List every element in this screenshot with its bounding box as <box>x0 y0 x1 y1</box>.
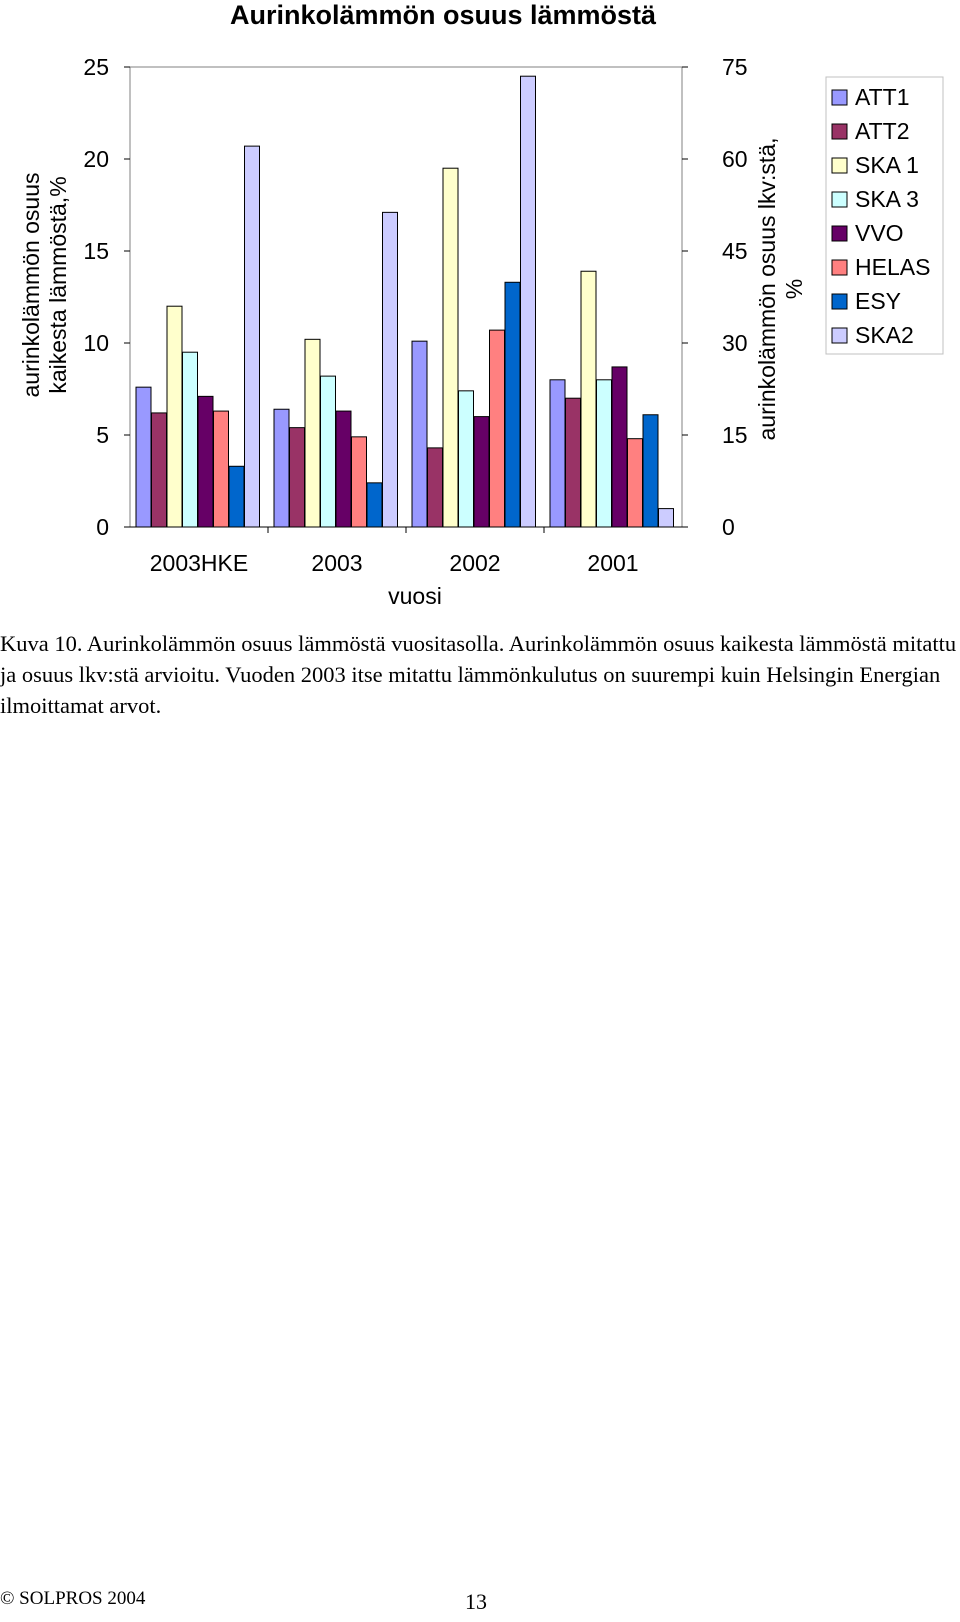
legend <box>826 77 943 354</box>
bar <box>597 380 612 527</box>
legend-swatch <box>832 90 847 105</box>
y-tick-label-left: 15 <box>83 238 109 264</box>
y-axis-right-label-line-1: aurinkolämmön osuus lkv:stä, <box>754 137 780 441</box>
bar <box>659 509 674 527</box>
x-tick-label: 2001 <box>587 550 639 576</box>
legend-label: SKA2 <box>855 322 914 348</box>
y-axis-left-label-line-1: aurinkolämmön osuus <box>18 172 44 398</box>
chart-title: Aurinkolämmön osuus lämmöstä <box>229 0 657 30</box>
y-tick-label-left: 25 <box>83 54 109 80</box>
bar <box>367 483 382 527</box>
legend-label: SKA 3 <box>855 186 919 212</box>
bar <box>214 411 229 527</box>
bar <box>305 339 320 527</box>
bar <box>321 376 336 527</box>
y-axis-left-label <box>18 172 71 397</box>
legend-label: HELAS <box>855 254 931 280</box>
y-axis-right-label <box>754 138 807 441</box>
legend-swatch <box>832 294 847 309</box>
y-tick-label-right: 30 <box>722 330 748 356</box>
bar <box>459 391 474 527</box>
bar <box>274 409 289 527</box>
bar <box>521 76 536 527</box>
plot-area <box>83 54 747 576</box>
y-tick-label-left: 20 <box>83 146 109 172</box>
y-tick-label-left: 5 <box>96 422 109 448</box>
y-tick-label-right: 75 <box>722 54 748 80</box>
bar <box>412 341 427 527</box>
bar <box>290 428 305 527</box>
bar <box>566 398 581 527</box>
footer-copyright: © SOLPROS 2004 <box>0 1588 146 1609</box>
legend-swatch <box>832 260 847 275</box>
bar <box>352 437 367 527</box>
y-axis-right-label-line-2: % <box>781 278 807 300</box>
legend-label: ATT1 <box>855 84 910 110</box>
x-tick-label: 2002 <box>449 550 501 576</box>
bar <box>581 271 596 527</box>
bar <box>474 417 489 527</box>
y-tick-label-left: 0 <box>96 514 109 540</box>
bar <box>612 367 627 527</box>
bar <box>245 146 260 527</box>
bar <box>428 448 443 527</box>
bar-chart <box>0 0 960 620</box>
legend-label: ATT2 <box>855 118 910 144</box>
bar <box>336 411 351 527</box>
bar <box>643 415 658 527</box>
x-axis-label: vuosi <box>388 583 442 609</box>
y-tick-label-right: 15 <box>722 422 748 448</box>
y-axis-left-label-line-2: kaikesta lämmöstä,% <box>45 176 71 394</box>
page-number: 13 <box>465 1589 487 1614</box>
bar <box>152 413 167 527</box>
x-tick-label: 2003HKE <box>149 550 249 576</box>
y-tick-label-right: 0 <box>722 514 735 540</box>
legend-swatch <box>832 124 847 139</box>
legend-label: ESY <box>855 288 902 314</box>
y-tick-label-left: 10 <box>83 330 109 356</box>
bar <box>490 330 505 527</box>
legend-swatch <box>832 158 847 173</box>
bar <box>136 387 151 527</box>
y-tick-label-right: 45 <box>722 238 748 264</box>
legend-swatch <box>832 328 847 343</box>
x-tick-label: 2003 <box>311 550 363 576</box>
bar <box>628 439 643 527</box>
bar <box>198 396 213 527</box>
legend-label: VVO <box>855 220 904 246</box>
bar <box>505 282 520 527</box>
bar <box>443 168 458 527</box>
y-tick-label-right: 60 <box>722 146 748 172</box>
bar <box>183 352 198 527</box>
bar <box>229 466 244 527</box>
legend-swatch <box>832 226 847 241</box>
figure-caption: Kuva 10. Aurinkolämmön osuus lämmöstä vuositasolla. Aurinkolämmön osuus kaikesta lämmöstä mitattu ja osuus lkv:stä arvioitu. Vuoden 2003 itse mitattu lämmönkulutus on suurempi kuin Helsingin Energian ilmoittamat arvot. <box>0 631 957 718</box>
bar <box>550 380 565 527</box>
legend-label: SKA 1 <box>855 152 919 178</box>
bar <box>167 306 182 527</box>
bar <box>383 212 398 527</box>
legend-swatch <box>832 192 847 207</box>
